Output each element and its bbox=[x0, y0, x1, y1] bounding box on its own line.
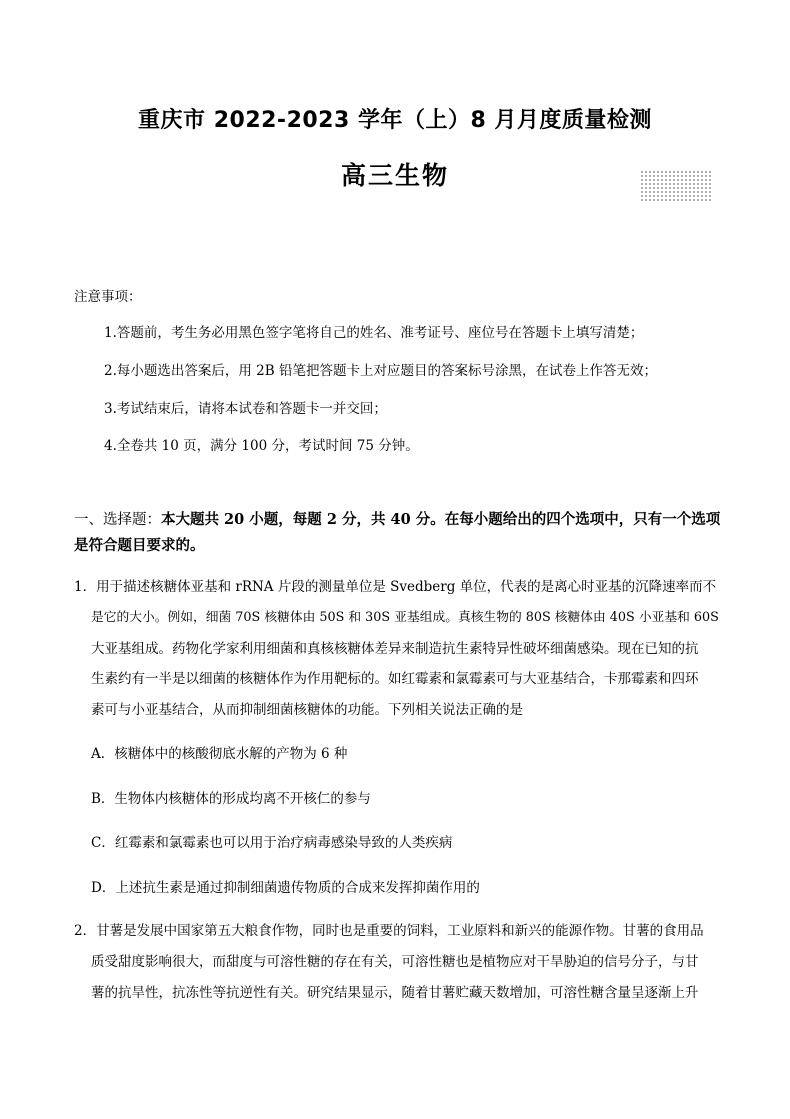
dot-pattern-decoration bbox=[640, 170, 712, 202]
question-1-line-4: 生素约有一半是以细菌的核糖体作为作用靶标的。如红霉素和氯霉素可与大亚基结合，卡那霉素和四环 bbox=[91, 671, 699, 687]
exam-subject: 高三生物 bbox=[340, 161, 449, 190]
section-instructions: 本大题共 20 小题，每题 2 分，共 40 分。在每小题给出的四个选项中，只有一个选项是符合题目要求的。 bbox=[74, 511, 721, 554]
question-2-line-2: 质受甜度影响很大，而甜度与可溶性糖的存在有关，可溶性糖也是植物应对干旱胁迫的信号分子，与甘 bbox=[91, 954, 699, 970]
question-1-option-c: C．红霉素和氯霉素也可以用于治疗病毒感染导致的人类疾病 bbox=[91, 835, 453, 851]
question-1-line-2: 是它的大小。例如，细菌 70S 核糖体由 50S 和 30S 亚基组成。真核生物的 80S 核糖体由 40S 小亚基和 60S bbox=[91, 610, 719, 625]
notice-item-4: 4.全卷共 10 页，满分 100 分，考试时间 75 分钟。 bbox=[104, 438, 419, 454]
question-2-line-1: 2．甘薯是发展中国家第五大粮食作物，同时也是重要的饲料，工业原料和新兴的能源作物。甘薯的食用品 bbox=[74, 923, 704, 939]
question-1-line-3: 大亚基组成。药物化学家利用细菌和真核核糖体差异来制造抗生素特异性破坏细菌感染。现在已知的抗 bbox=[91, 641, 699, 657]
question-1-option-d: D．上述抗生素是通过抑制细菌遗传物质的合成来发挥抑菌作用的 bbox=[91, 880, 480, 896]
exam-title: 重庆市 2022-2023 学年（上）8 月月度质量检测 bbox=[138, 108, 652, 133]
notice-item-2: 2.每小题选出答案后，用 2B 铅笔把答题卡上对应题目的答案标号涂黑，在试卷上作答无效； bbox=[104, 363, 657, 379]
notice-item-3: 3.考试结束后，请将本试卷和答题卡一并交回； bbox=[104, 401, 387, 417]
question-1-option-b: B．生物体内核糖体的形成均离不开核仁的参与 bbox=[91, 791, 371, 807]
section-heading bbox=[74, 507, 724, 559]
question-1-line-5: 素可与小亚基结合，从而抑制细菌核糖体的功能。下列相关说法正确的是 bbox=[91, 702, 523, 718]
question-1-option-a: A．核糖体中的核酸彻底水解的产物为 6 种 bbox=[91, 746, 348, 762]
notice-heading: 注意事项： bbox=[74, 289, 142, 305]
section-lead: 一、选择题： bbox=[74, 512, 161, 528]
notice-item-1: 1.答题前，考生务必用黑色签字笔将自己的姓名、准考证号、座位号在答题卡上填写清楚； bbox=[104, 325, 644, 341]
question-1-line-1: 1．用于描述核糖体亚基和 rRNA 片段的测量单位是 Svedberg 单位，代表的是离心时亚基的沉降速率而不 bbox=[74, 579, 717, 595]
question-2-line-3: 薯的抗旱性，抗冻性等抗逆性有关。研究结果显示，随着甘薯贮藏天数增加，可溶性糖含量呈逐渐上升 bbox=[91, 985, 699, 1001]
